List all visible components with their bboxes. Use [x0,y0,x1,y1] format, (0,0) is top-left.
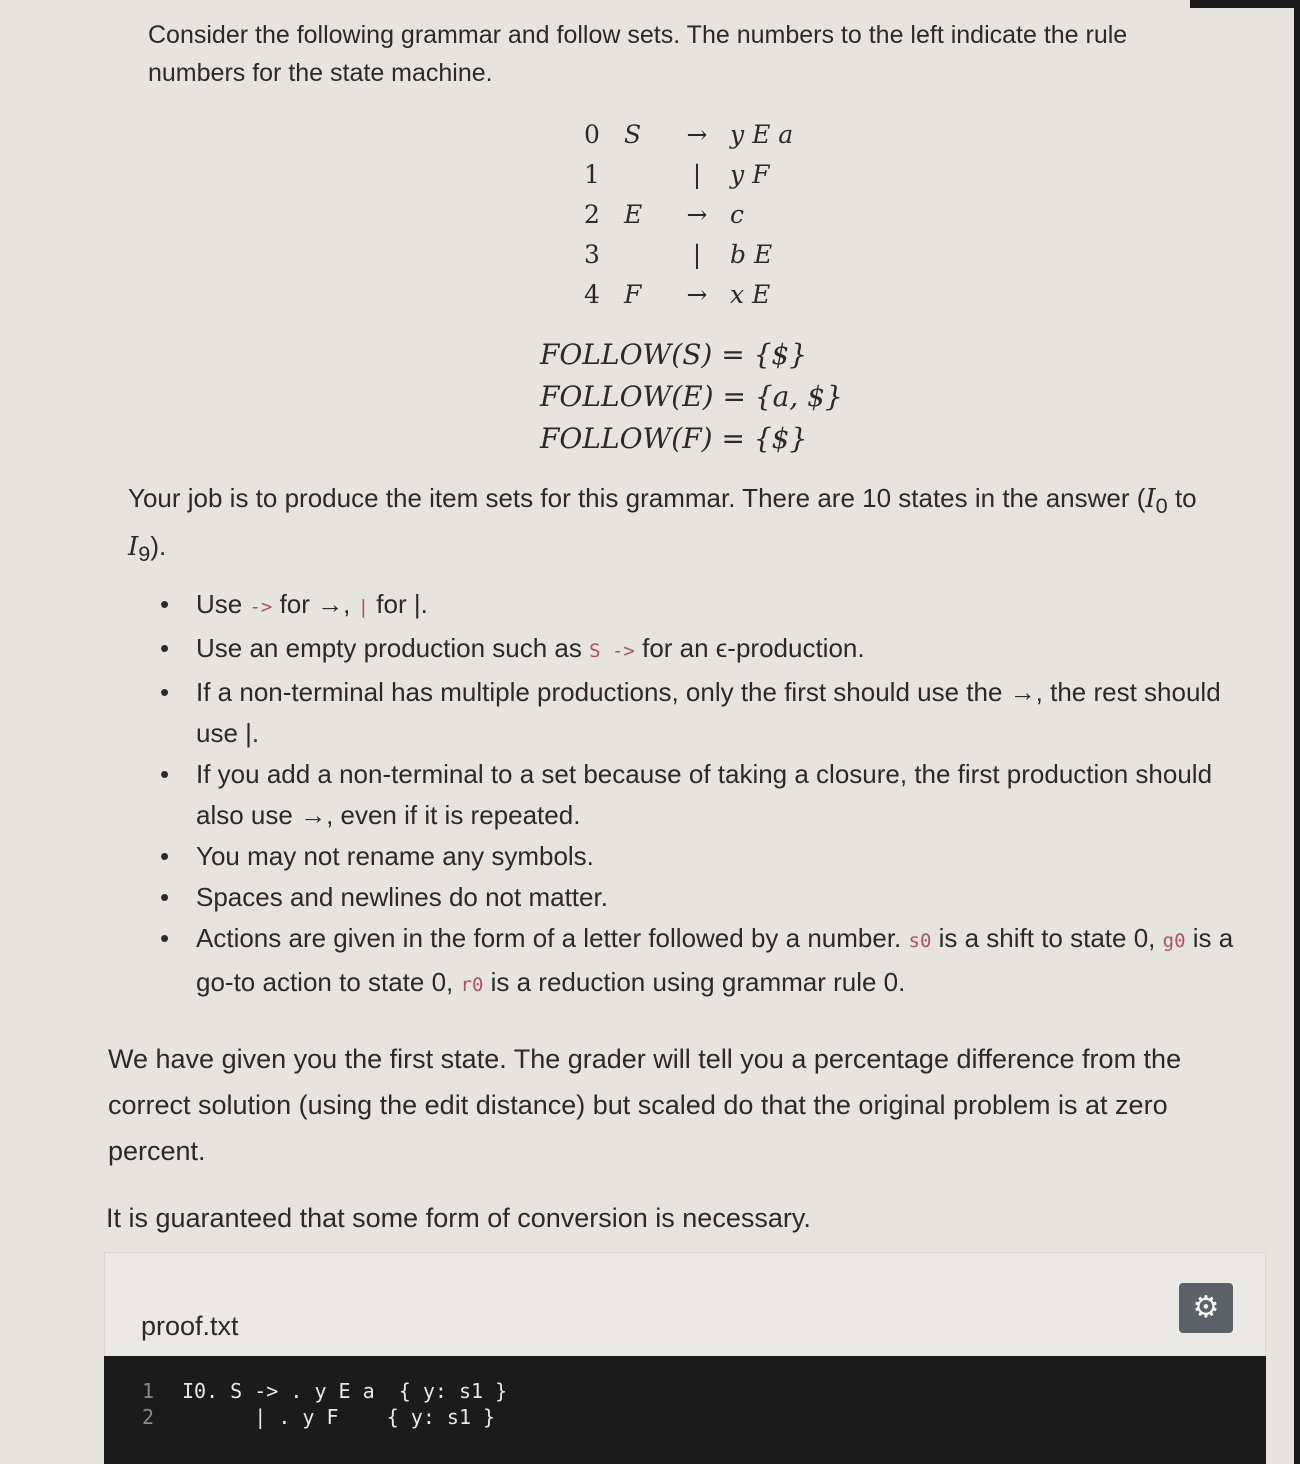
rule-text: You may not rename any symbols. [196,841,594,871]
rule-text: is a shift to state 0, [931,923,1163,953]
code-editor[interactable] [104,1356,1266,1464]
grammar-rule [584,194,793,234]
code-text[interactable]: I0. S -> . y E a { y: s1 } [182,1379,508,1403]
guarantee-note: It is guaranteed that some form of conversion is necessary. [106,1203,811,1233]
rule-number: 1 [584,159,600,189]
screen-bezel-right [1294,0,1300,1464]
grammar-rule [584,234,793,274]
job-text: Your job is to produce the item sets for this grammar. There are 10 states in the answer ( [128,483,1146,513]
inline-code: -> [249,596,273,618]
inline-code: s0 [908,930,932,952]
rule-rhs: y F [730,159,770,189]
rule-arrow: | [692,239,702,269]
rule-rhs: b E [730,239,773,269]
rule-rhs: c [730,199,745,229]
rule-arrow: → [686,199,708,229]
rule-lhs [624,154,678,194]
rule-rhs: x E [730,279,771,309]
state-subscript: 0 [1155,493,1168,519]
rule-arrow: → [686,119,708,149]
code-text[interactable]: | . y F { y: s1 } [182,1405,496,1429]
job-description [128,478,1228,574]
job-text: ). [150,531,167,562]
rule-number: 3 [584,239,600,269]
grading-note: We have given you the first state. The grader will tell you a percentage difference from the correct solution (using the edit distance) but scaled do that the original problem is at zero percent. [108,1044,1182,1166]
grammar-rule [584,274,793,314]
list-item [186,672,1246,754]
inline-code: r0 [460,974,484,996]
list-item [186,877,1246,918]
rule-text: If you add a non-terminal to a set because of taking a closure, the first production should also use →, even if it is repeated. [196,759,1213,830]
follow-sets [540,334,843,460]
rule-number: 2 [584,199,600,229]
list-item [186,836,1246,877]
follow-set: FOLLOW(E) = {a, $} [540,380,843,413]
code-line[interactable] [104,1404,495,1430]
code-line[interactable] [104,1378,507,1404]
list-item [186,584,1246,628]
grammar-rule [584,114,793,154]
follow-set: FOLLOW(F) = {$} [540,422,808,455]
line-number: 1 [141,1379,154,1403]
screen-bezel-top [1190,0,1300,8]
list-item [186,754,1246,836]
gear-icon: ⚙ [1192,1291,1220,1324]
rule-number: 4 [584,279,600,309]
rule-text: Use an empty production such as [196,633,590,663]
file-name: proof.txt [141,1311,239,1341]
file-panel-header [104,1252,1266,1357]
inline-code: S -> [589,640,635,662]
rule-lhs: E [624,199,643,229]
rule-text: If a non-terminal has multiple productions, only the first should use the →, the rest should use |. [196,677,1221,748]
rule-number: 0 [584,119,600,149]
rule-text: for |. [369,589,428,619]
inline-code: g0 [1162,930,1186,952]
rule-text: for an ϵ-production. [634,633,865,663]
job-text: to [1167,483,1197,513]
grammar-table [584,114,793,314]
state-subscript: 9 [138,541,151,567]
inline-code: | [357,596,370,618]
line-number: 2 [141,1405,154,1429]
state-symbol: I [128,532,139,563]
settings-button[interactable] [1179,1283,1233,1333]
rule-rhs: y E a [730,119,794,149]
instructions-list [186,584,1246,1006]
list-item [186,918,1246,1006]
grammar-rule [584,154,793,194]
follow-set: FOLLOW(S) = {$} [540,338,808,371]
state-symbol: I [1145,484,1156,514]
rule-text: Actions are given in the form of a letter followed by a number. [196,923,909,953]
rule-lhs: S [624,119,642,149]
intro-text: Consider the following grammar and follow sets. The numbers to the left indicate the rule numbers for the state machine. [148,21,1128,87]
rule-arrow: | [692,159,702,189]
rule-lhs: F [624,279,642,309]
list-item [186,628,1246,672]
rule-lhs [624,234,678,274]
rule-text: for →, [272,589,358,619]
rule-arrow: → [686,279,708,309]
rule-text: is a go-to action to state 0, [196,923,1234,997]
rule-text: Spaces and newlines do not matter. [196,882,608,912]
rule-text: Use [196,589,250,619]
rule-text: is a reduction using grammar rule 0. [483,967,906,997]
